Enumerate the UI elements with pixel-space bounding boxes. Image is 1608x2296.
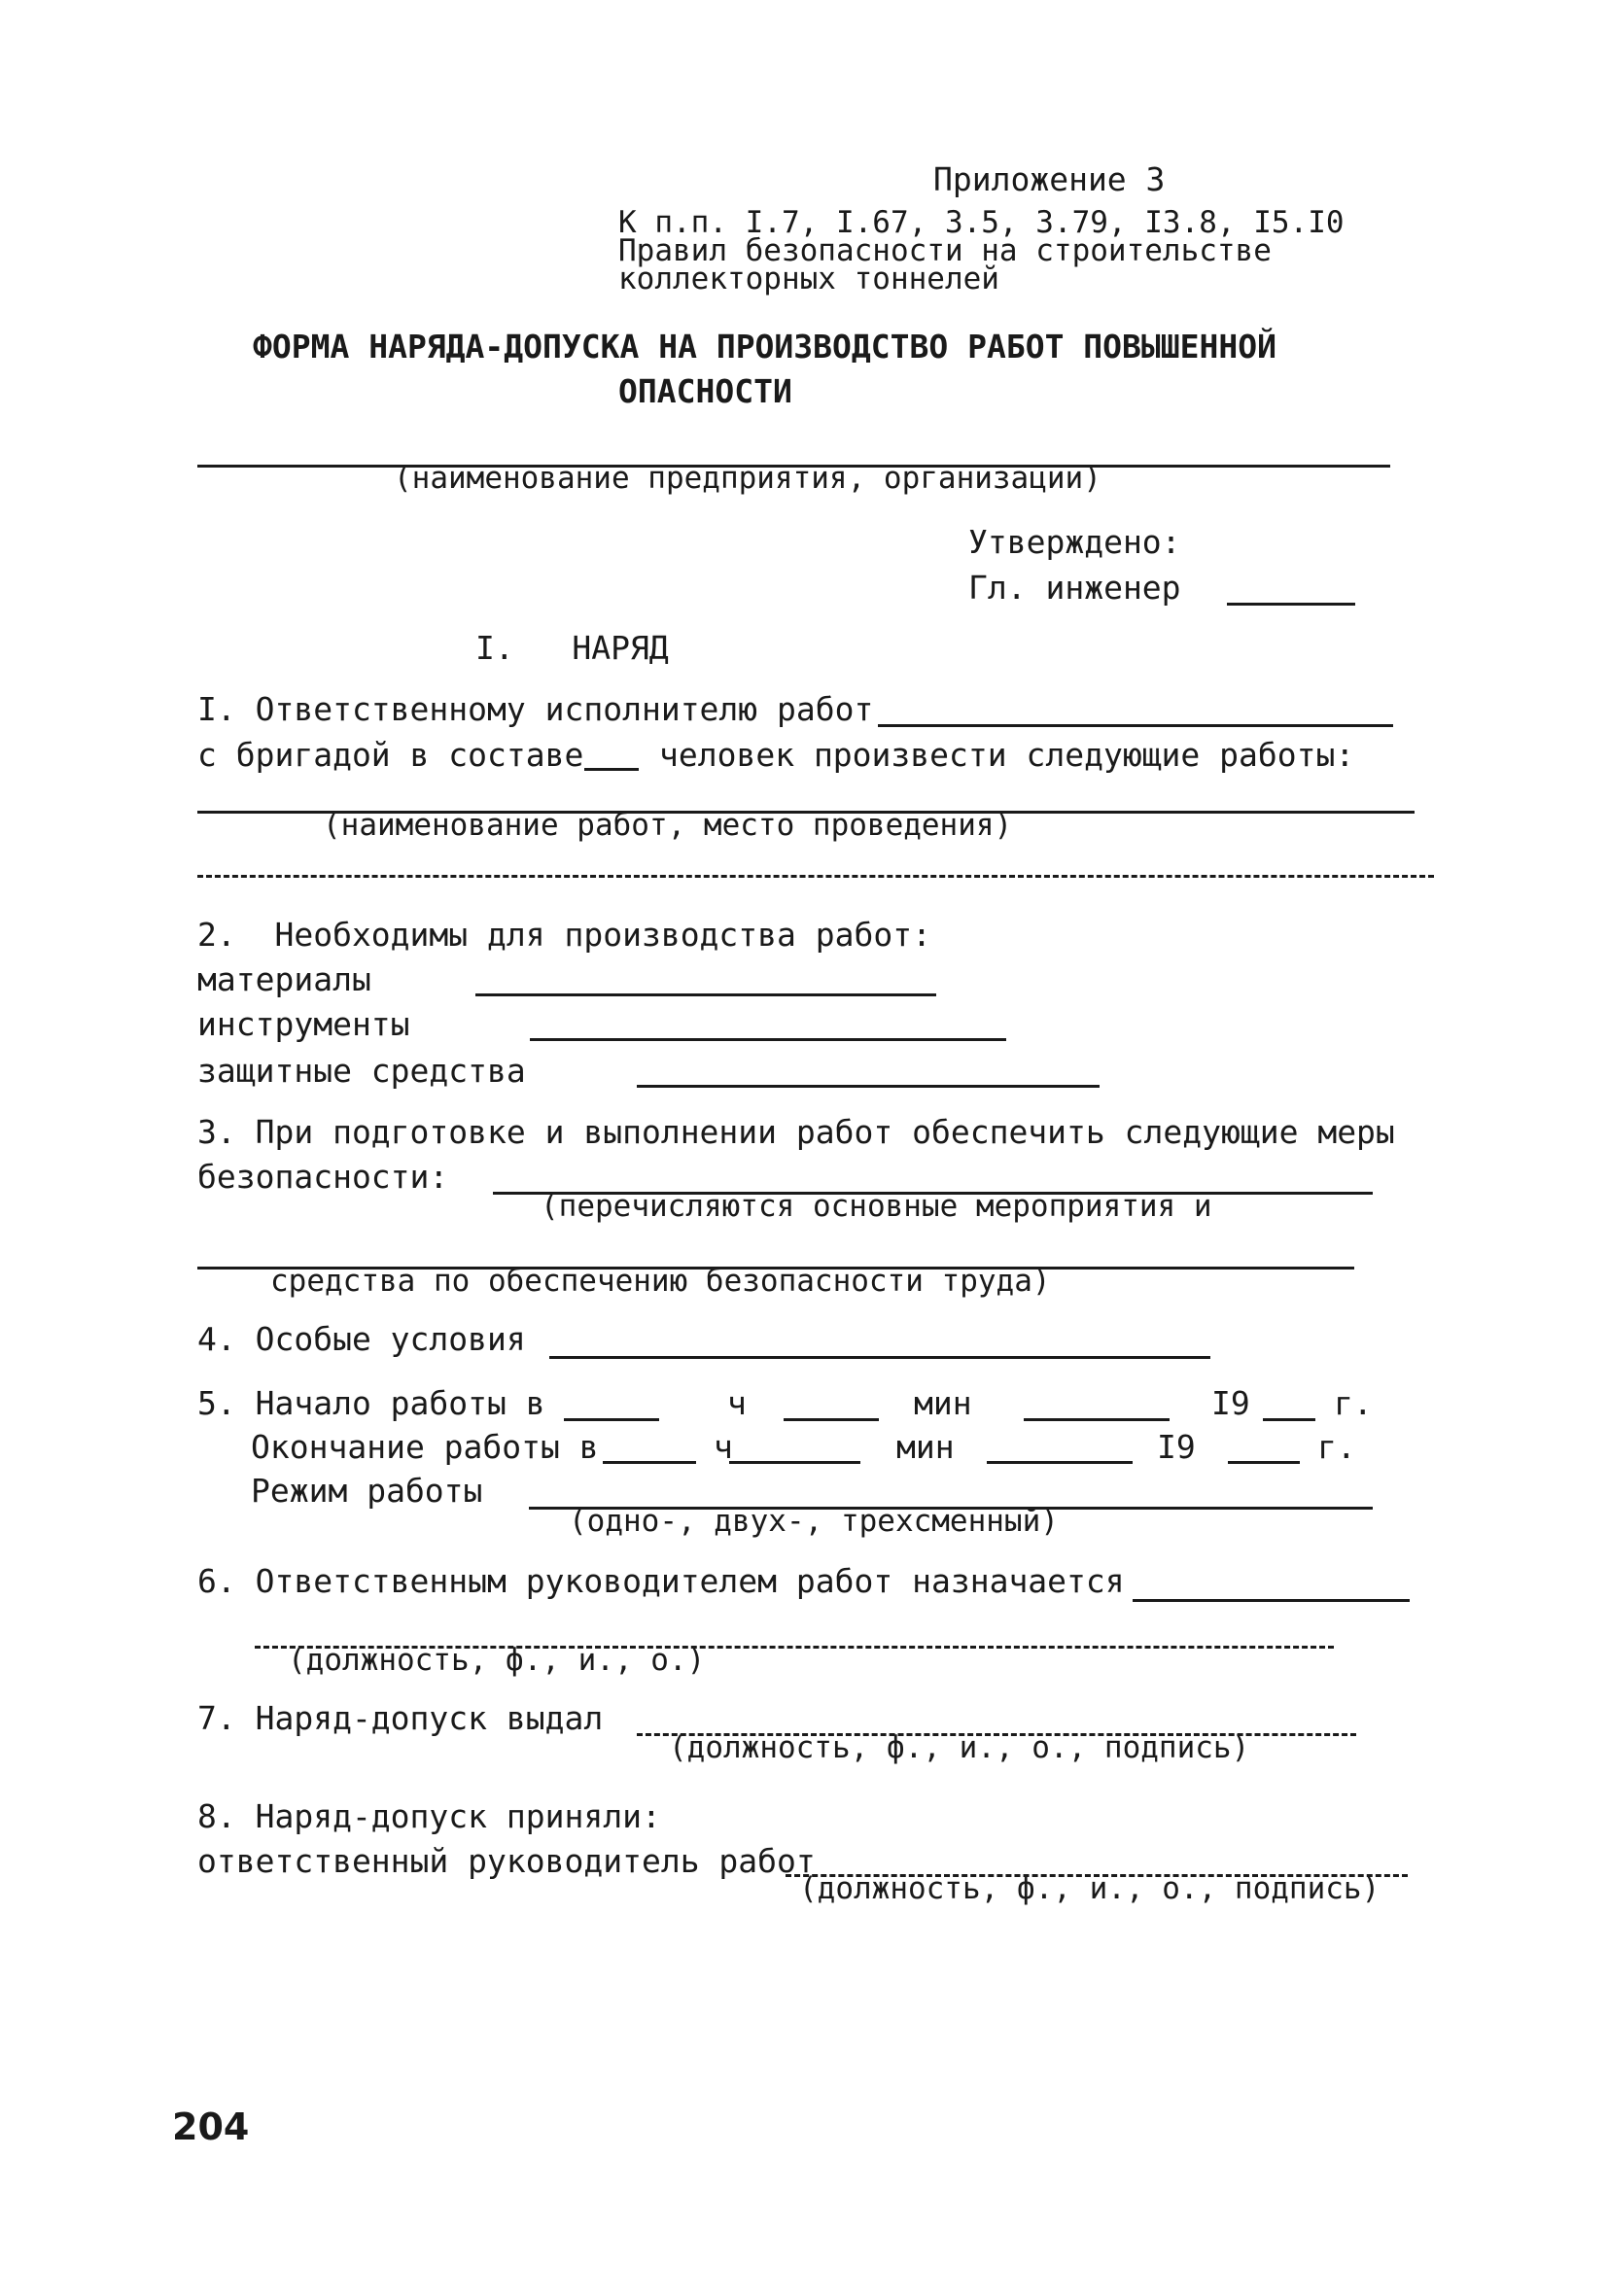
item5-start-year-prefix: I9 <box>1211 1384 1250 1422</box>
appendix-label: Приложение 3 <box>933 160 1166 198</box>
item1-executor-line <box>878 724 1393 727</box>
item5-start-label: 5. Начало работы в <box>197 1384 545 1422</box>
approval-label: Утверждено: <box>968 523 1181 561</box>
item2-materials-label: материалы <box>197 960 371 998</box>
item1-brigade-count-line <box>584 768 639 771</box>
item1-work-label: человек произвести следующие работы: <box>659 736 1355 774</box>
item5-start-hour-line <box>564 1418 659 1421</box>
item2-tools-label: инструменты <box>197 1005 410 1043</box>
item7-caption: (должность, ф., и., о., подпись) <box>669 1730 1250 1765</box>
reference-clauses: К п.п. I.7, I.67, 3.5, 3.79, I3.8, I5.I0 <box>618 205 1345 240</box>
item6-supervisor-line-1 <box>1133 1599 1410 1602</box>
chief-engineer-signature-line <box>1227 603 1355 606</box>
item5-end-hour-line <box>603 1461 696 1464</box>
item1-work-line-2 <box>197 875 1434 878</box>
item5-start-minute-unit: мин <box>914 1384 972 1422</box>
item5-end-hour-unit: ч <box>714 1428 733 1466</box>
item5-end-minute-unit: мин <box>896 1428 955 1466</box>
item1-work-caption: (наименование работ, место проведения) <box>323 808 1013 843</box>
item5-start-hour-unit: ч <box>727 1384 747 1422</box>
item1-brigade-label: с бригадой в составе <box>197 736 584 774</box>
section-heading: I. НАРЯД <box>475 629 669 667</box>
item1-responsible-executor: I. Ответственному исполнителю работ <box>197 690 874 728</box>
item4-special-conditions: 4. Особые условия <box>197 1320 526 1358</box>
item5-start-year-suffix: г. <box>1334 1384 1373 1422</box>
item2-heading: 2. Необходимы для производства работ: <box>197 916 931 954</box>
item6-supervisor-label: 6. Ответственным руководителем работ назначается <box>197 1562 1125 1600</box>
item6-caption: (должность, ф., и., о.) <box>288 1643 706 1678</box>
item2-protective-line <box>637 1085 1100 1088</box>
form-title: ФОРМА НАРЯДА-ДОПУСКА НА ПРОИЗВОДСТВО РАБОТ ПОВЫШЕННОЙ <box>253 328 1276 365</box>
item5-end-label: Окончание работы в <box>251 1428 599 1466</box>
item4-conditions-line <box>549 1356 1210 1359</box>
item8-caption: (должность, ф., и., о., подпись) <box>799 1871 1381 1906</box>
form-title-continuation: ОПАСНОСТИ <box>618 372 792 410</box>
item5-start-year-line <box>1263 1418 1315 1421</box>
item5-end-year-prefix: I9 <box>1157 1428 1196 1466</box>
item5-end-year-line <box>1228 1461 1300 1464</box>
item3-safety-label: безопасности: <box>197 1158 449 1196</box>
chief-engineer-label: Гл. инженер <box>968 569 1181 607</box>
item5-mode-label: Режим работы <box>251 1472 483 1510</box>
item3-caption-1: (перечисляются основные мероприятия и <box>541 1189 1212 1224</box>
reference-rules: Правил безопасности на строительстве <box>618 233 1272 268</box>
item5-end-date-line <box>987 1461 1133 1464</box>
item5-mode-caption: (одно-, двух-, трехсменный) <box>569 1504 1059 1539</box>
item5-start-date-line <box>1024 1418 1170 1421</box>
item8-role-label: ответственный руководитель работ <box>197 1842 816 1880</box>
page-number: 204 <box>172 2105 250 2148</box>
item2-materials-line <box>475 993 936 996</box>
item5-end-year-suffix: г. <box>1317 1428 1356 1466</box>
item8-accepted-label: 8. Наряд-допуск приняли: <box>197 1797 661 1835</box>
item7-issued-by-label: 7. Наряд-допуск выдал <box>197 1699 604 1737</box>
item3-caption-2: средства по обеспечению безопасности труда) <box>270 1264 1051 1299</box>
item2-tools-line <box>530 1038 1006 1041</box>
item3-safety-measures: 3. При подготовке и выполнении работ обеспечить следующие меры <box>197 1113 1395 1151</box>
item5-end-minute-line <box>729 1461 860 1464</box>
item2-protective-label: защитные средства <box>197 1052 526 1090</box>
reference-tunnels: коллекторных тоннелей <box>618 261 999 296</box>
organization-caption: (наименование предприятия, организации) <box>394 461 1101 496</box>
item5-start-minute-line <box>784 1418 879 1421</box>
